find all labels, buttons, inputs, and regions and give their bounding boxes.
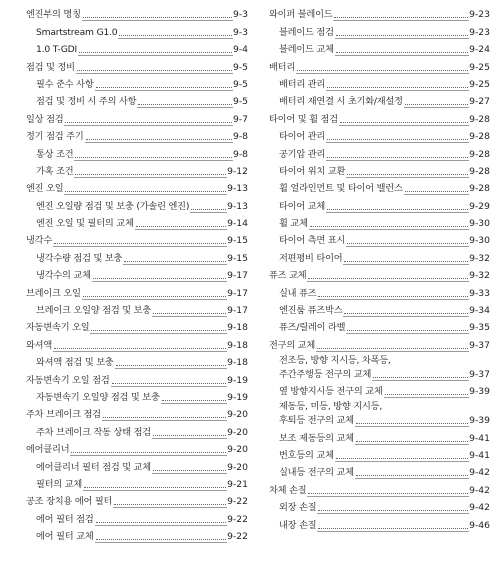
toc-entry[interactable] <box>269 195 490 212</box>
toc-entry-title: 점검 및 정비 시 주의 사항 <box>36 96 137 108</box>
toc-entry-page: 9-42 <box>469 502 490 514</box>
toc-entry[interactable] <box>269 247 490 264</box>
toc-entry[interactable] <box>269 39 490 56</box>
toc-entry-title: 타이어 관리 <box>279 131 326 143</box>
toc-entry-page: 9-29 <box>469 200 490 212</box>
toc-entry-page: 9-7 <box>232 113 248 125</box>
toc-entry-title: 공기압 관리 <box>279 148 326 160</box>
toc-entry-title: 에어 필터 교체 <box>36 531 94 543</box>
toc-entry-page: 9-41 <box>469 432 490 444</box>
toc-entry[interactable] <box>269 161 490 178</box>
leader-dots <box>297 69 468 71</box>
toc-entry[interactable] <box>269 334 490 351</box>
toc-entry-page: 9-19 <box>227 374 248 386</box>
toc-entry[interactable] <box>26 352 248 369</box>
toc-entry-title: 실내 퓨즈 <box>279 287 317 299</box>
toc-entry-page: 9-17 <box>227 270 248 282</box>
toc-entry-title: 옆 방향지시등 전구의 교체 <box>279 386 383 398</box>
toc-entry-page: 9-5 <box>232 61 248 73</box>
toc-entry[interactable] <box>26 282 248 299</box>
toc-entry-title: 정기 점검 주기 <box>26 131 84 143</box>
toc-entry-title: 주차 브레이크 점검 <box>26 409 101 421</box>
toc-entry-page: 9-18 <box>227 322 248 334</box>
toc-entry[interactable] <box>26 247 248 264</box>
leader-dots <box>77 69 232 71</box>
leader-dots <box>162 399 226 401</box>
toc-entry-page: 9-42 <box>469 467 490 479</box>
toc-entry[interactable] <box>26 369 248 386</box>
toc-entry-title: 타이어 위치 교환 <box>279 165 346 177</box>
toc-entry[interactable] <box>269 56 490 73</box>
toc-entry-page: 9-33 <box>469 287 490 299</box>
toc-entry-title: 블레이드 점검 <box>279 26 334 38</box>
leader-dots <box>347 173 468 175</box>
toc-entry-page: 9-8 <box>232 131 248 143</box>
toc-entry[interactable] <box>26 265 248 282</box>
toc-entry[interactable] <box>269 479 490 496</box>
toc-entry-title: 엔진 오일량 점검 및 보충 (가솔린 엔진) <box>36 200 190 212</box>
leader-dots <box>327 208 468 210</box>
toc-entry-page: 9-8 <box>232 148 248 160</box>
leader-dots <box>79 51 232 53</box>
leader-dots <box>373 376 468 378</box>
toc-entry-page: 9-15 <box>227 252 248 264</box>
toc-entry[interactable] <box>269 445 490 462</box>
leader-dots <box>405 190 468 192</box>
toc-entry-title: 퓨즈/릴레이 라벨 <box>279 322 346 334</box>
toc-entry-page: 9-22 <box>227 496 248 508</box>
toc-entry[interactable] <box>269 300 490 317</box>
toc-entry[interactable] <box>269 317 490 334</box>
toc-entry[interactable] <box>269 213 490 230</box>
toc-entry-title: 퓨즈 교체 <box>269 270 307 282</box>
leader-dots <box>65 121 232 123</box>
toc-entry-page: 9-42 <box>469 484 490 496</box>
toc-entry[interactable] <box>269 427 490 444</box>
toc-entry[interactable] <box>269 91 490 108</box>
leader-dots <box>84 486 226 488</box>
leader-dots <box>318 509 468 511</box>
toc-entry[interactable] <box>26 491 248 508</box>
toc-entry-page: 9-4 <box>232 44 248 56</box>
toc-entry-page: 9-32 <box>469 270 490 282</box>
toc-entry[interactable] <box>26 56 248 73</box>
toc-entry[interactable] <box>269 381 490 398</box>
toc-entry-title: 휠 얼라인먼트 및 타이어 밸런스 <box>279 183 403 195</box>
leader-dots <box>356 474 468 476</box>
toc-entry[interactable] <box>26 91 248 108</box>
toc-entry-page: 9-28 <box>469 131 490 143</box>
toc-entry-page: 9-27 <box>469 96 490 108</box>
toc-entry-title: 외장 손질 <box>279 502 317 514</box>
toc-entry-page: 9-35 <box>469 322 490 334</box>
leader-dots <box>83 16 232 18</box>
toc-entry-title: 와이퍼 블레이드 <box>269 9 333 21</box>
toc-entry-page: 9-25 <box>469 78 490 90</box>
toc-entry[interactable] <box>26 126 248 143</box>
leader-dots <box>96 86 232 88</box>
toc-entry-title: 냉각수 <box>26 235 53 247</box>
leader-dots <box>344 312 468 314</box>
toc-entry-title: 1.0 T-GDI <box>36 44 78 56</box>
toc-entry-title: 자동변속기 오일 <box>26 322 90 334</box>
leader-dots <box>138 103 232 105</box>
toc-entry[interactable] <box>26 526 248 543</box>
toc-entry[interactable] <box>26 39 248 56</box>
leader-dots <box>136 225 227 227</box>
leader-dots <box>91 329 226 331</box>
leader-dots <box>327 86 468 88</box>
toc-entry-title: 배터리 <box>269 61 296 73</box>
leader-dots <box>54 242 226 244</box>
toc-entry-title-cont: 주간주행등 전구의 교체 <box>279 368 372 380</box>
leader-dots <box>317 347 468 349</box>
toc-entry-page: 9-23 <box>469 9 490 21</box>
leader-dots <box>119 34 232 36</box>
leader-dots <box>114 503 226 505</box>
toc-entry-page: 9-5 <box>232 96 248 108</box>
leader-dots <box>340 121 468 123</box>
toc-entry-title: 배터리 관리 <box>279 78 326 90</box>
leader-dots <box>83 295 226 297</box>
leader-dots <box>112 382 227 384</box>
toc-entry-title: 브레이크 오일양 점검 및 보충 <box>36 305 151 317</box>
toc-entry[interactable] <box>26 161 248 178</box>
toc-entry-title: 차체 손질 <box>269 484 307 496</box>
leader-dots <box>347 242 468 244</box>
toc-entry-title: 브레이크 오일 <box>26 287 81 299</box>
toc-entry[interactable] <box>269 282 490 299</box>
toc-entry-title: 일상 점검 <box>26 113 64 125</box>
toc-entry-page: 9-5 <box>232 78 248 90</box>
toc-entry[interactable] <box>26 195 248 212</box>
toc-entry-page: 9-3 <box>232 26 248 38</box>
leader-dots <box>153 469 226 471</box>
toc-entry-title: 냉각수의 교체 <box>36 270 91 282</box>
toc-entry[interactable] <box>269 178 490 195</box>
toc-entry-title: 필터의 교체 <box>36 478 83 490</box>
toc-entry[interactable] <box>269 497 490 514</box>
leader-dots <box>356 440 468 442</box>
toc-entry-title: 보조 제동등의 교체 <box>279 432 354 444</box>
toc-entry-title: 자동변속기 오일 점검 <box>26 374 110 386</box>
leader-dots <box>54 347 226 349</box>
leader-dots <box>116 364 227 366</box>
toc-entry[interactable] <box>269 230 490 247</box>
toc-entry-page: 9-32 <box>469 252 490 264</box>
toc-entry[interactable] <box>26 404 248 421</box>
toc-entry[interactable] <box>26 456 248 473</box>
toc-entry-page: 9-20 <box>227 444 248 456</box>
toc-entry-page: 9-23 <box>469 26 490 38</box>
toc-entry-title: 에어 필터 점검 <box>36 513 94 525</box>
toc-entry-page: 9-20 <box>227 461 248 473</box>
leader-dots <box>310 225 468 227</box>
toc-entry-page: 9-17 <box>227 287 248 299</box>
toc-entry[interactable] <box>26 508 248 525</box>
toc-entry-title: 통상 조건 <box>36 148 74 160</box>
leader-dots <box>336 457 468 459</box>
leader-dots <box>153 312 226 314</box>
toc-entry-page: 9-25 <box>469 61 490 73</box>
toc-entry[interactable] <box>269 108 490 125</box>
toc-entry-page: 9-39 <box>469 415 490 427</box>
leader-dots <box>334 16 468 18</box>
toc-entry-page: 9-12 <box>227 165 248 177</box>
toc-entry-page: 9-18 <box>227 339 248 351</box>
toc-entry[interactable] <box>269 143 490 160</box>
toc-entry-page: 9-13 <box>227 183 248 195</box>
toc-entry[interactable] <box>26 474 248 491</box>
toc-entry-page: 9-18 <box>227 357 248 369</box>
toc-entry-title: Smartstream G1.0 <box>36 26 118 38</box>
toc-entry[interactable] <box>269 398 490 427</box>
toc-entry[interactable] <box>26 300 248 317</box>
leader-dots <box>327 156 468 158</box>
toc-entry-title: 타이어 측면 표시 <box>279 235 346 247</box>
leader-dots <box>75 156 232 158</box>
toc-entry[interactable] <box>26 74 248 91</box>
toc-entry-title: 실내등 전구의 교체 <box>279 467 354 479</box>
toc-entry-title: 번호등의 교체 <box>279 449 334 461</box>
toc-entry-title: 배터리 재연결 시 초기화/재설정 <box>279 96 403 108</box>
toc-entry[interactable] <box>26 387 248 404</box>
toc-entry[interactable] <box>26 230 248 247</box>
toc-entry-title: 공조 장치용 에어 필터 <box>26 496 113 508</box>
leader-dots <box>327 138 468 140</box>
toc-entry-page: 9-28 <box>469 165 490 177</box>
leader-dots <box>71 451 226 453</box>
leader-dots <box>308 277 468 279</box>
toc-entry-title: 엔진부의 명칭 <box>26 9 81 21</box>
toc-entry[interactable] <box>269 126 490 143</box>
toc-entry-title: 와셔액 점검 및 보충 <box>36 357 114 369</box>
toc-entry-page: 9-3 <box>232 9 248 21</box>
toc-entry-title: 내장 손질 <box>279 519 317 531</box>
toc-entry-title-cont: 후퇴등 전구의 교체 <box>279 415 354 427</box>
toc-entry-title: 엔진 오일 및 필터의 교체 <box>36 218 134 230</box>
toc-entry[interactable] <box>269 514 490 531</box>
toc-entry-page: 9-30 <box>469 235 490 247</box>
toc-entry-title: 전조등, 방향 지시등, 차폭등, <box>279 352 490 367</box>
toc-entry-page: 9-37 <box>469 368 490 380</box>
toc-right-column <box>269 4 490 532</box>
leader-dots <box>344 260 468 262</box>
toc-entry-title: 저편평비 타이어 <box>279 252 343 264</box>
toc-entry[interactable] <box>26 334 248 351</box>
toc-entry-page: 9-28 <box>469 113 490 125</box>
leader-dots <box>103 416 226 418</box>
toc-entry[interactable] <box>26 108 248 125</box>
leader-dots <box>93 277 226 279</box>
leader-dots <box>308 492 468 494</box>
toc-left-column <box>26 4 248 543</box>
toc-entry-title: 타이어 및 휠 점검 <box>269 113 338 125</box>
toc-entry[interactable] <box>26 439 248 456</box>
toc-entry-title: 전구의 교체 <box>269 339 316 351</box>
toc-entry-page: 9-22 <box>227 531 248 543</box>
toc-entry-page: 9-30 <box>469 218 490 230</box>
toc-entry-title: 에어클리너 필터 점검 및 교체 <box>36 461 151 473</box>
toc-entry-title: 필수 준수 사항 <box>36 78 94 90</box>
toc-entry-title: 타이어 교체 <box>279 200 326 212</box>
toc-entry[interactable] <box>269 462 490 479</box>
leader-dots <box>96 538 227 540</box>
toc-entry[interactable] <box>26 4 248 21</box>
toc-entry[interactable] <box>269 265 490 282</box>
leader-dots <box>336 34 468 36</box>
toc-entry-page: 9-21 <box>227 478 248 490</box>
leader-dots <box>336 51 468 53</box>
toc-entry-page: 9-41 <box>469 449 490 461</box>
leader-dots <box>191 208 226 210</box>
toc-entry-page: 9-37 <box>469 339 490 351</box>
toc-entry-page: 9-28 <box>469 183 490 195</box>
leader-dots <box>405 103 468 105</box>
toc-entry-title: 에어클리너 <box>26 444 70 456</box>
toc-entry-title: 점검 및 정비 <box>26 61 75 73</box>
toc-entry[interactable] <box>269 4 490 21</box>
toc-entry[interactable] <box>26 317 248 334</box>
toc-entry-page: 9-14 <box>227 218 248 230</box>
toc-entry[interactable] <box>269 352 490 381</box>
toc-entry-title: 블레이드 교체 <box>279 44 334 56</box>
toc-entry[interactable] <box>26 143 248 160</box>
toc-entry-page: 9-28 <box>469 148 490 160</box>
toc-entry-page: 9-19 <box>227 391 248 403</box>
leader-dots <box>356 422 468 424</box>
toc-entry-title: 휠 교체 <box>279 218 308 230</box>
toc-entry-page: 9-24 <box>469 44 490 56</box>
toc-entry[interactable] <box>26 213 248 230</box>
leader-dots <box>65 190 226 192</box>
leader-dots <box>124 260 226 262</box>
toc-entry-page: 9-13 <box>227 200 248 212</box>
toc-entry-page: 9-46 <box>469 519 490 531</box>
toc-entry[interactable] <box>26 21 248 38</box>
toc-entry-page: 9-22 <box>227 513 248 525</box>
toc-entry-title: 주차 브레이크 작동 상태 점검 <box>36 426 151 438</box>
toc-entry-page: 9-34 <box>469 305 490 317</box>
toc-entry-title: 가혹 조건 <box>36 165 74 177</box>
toc-entry-page: 9-17 <box>227 305 248 317</box>
toc-entry-title: 냉각수량 점검 및 보충 <box>36 252 123 264</box>
toc-entry-page: 9-20 <box>227 426 248 438</box>
toc-entry-title: 와셔액 <box>26 339 53 351</box>
toc-entry-title: 엔진룸 퓨즈박스 <box>279 305 343 317</box>
leader-dots <box>318 527 468 529</box>
toc-entry[interactable] <box>26 178 248 195</box>
toc-entry-title: 제동등, 미등, 방향 지시등, <box>279 398 490 413</box>
toc-entry-page: 9-15 <box>227 235 248 247</box>
leader-dots <box>318 295 468 297</box>
toc-entry[interactable] <box>269 21 490 38</box>
leader-dots <box>347 329 468 331</box>
leader-dots <box>385 393 469 395</box>
toc-entry[interactable] <box>26 421 248 438</box>
leader-dots <box>86 138 232 140</box>
leader-dots <box>75 173 226 175</box>
toc-entry[interactable] <box>269 74 490 91</box>
leader-dots <box>153 434 226 436</box>
toc-entry-page: 9-39 <box>469 386 490 398</box>
leader-dots <box>96 521 227 523</box>
toc-entry-page: 9-20 <box>227 409 248 421</box>
toc-entry-title: 엔진 오일 <box>26 183 64 195</box>
toc-entry-title: 자동변속기 오일양 점검 및 보충 <box>36 391 160 403</box>
